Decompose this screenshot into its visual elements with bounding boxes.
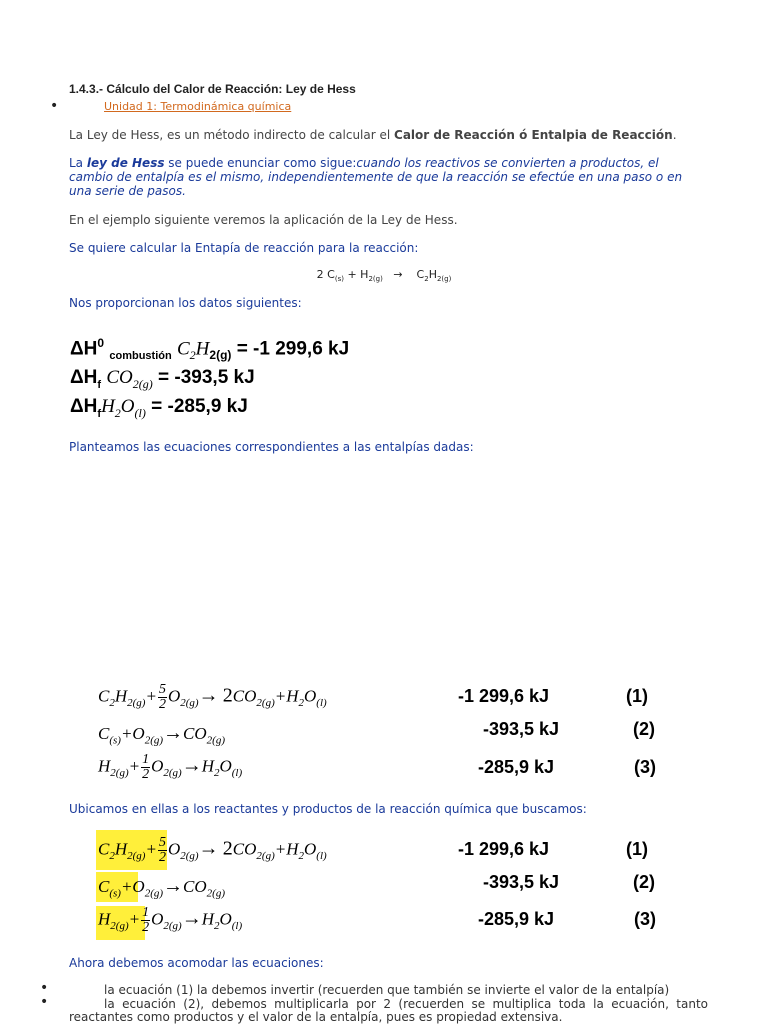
hess-law-statement: cuando los reactivos se convierten a productos, el cambio de entalpía es el mismo, independientemente de que la reacción se efectúe en una paso o en una serie de pasos. [69,156,683,198]
paragraph-intro: La Ley de Hess, es un método indirecto de calcular el Calor de Reacción ó Entalpia de Reacción. [69,128,677,142]
equation-1b-number: (1) [626,839,648,859]
equation-3-enthalpy: -285,9 kJ [478,757,555,777]
hess-law-term: ley de Hess [86,156,165,170]
list-item: • la ecuación (1) la debemos invertir (recuerden que también se invierte el valor de la entalpía) [40,980,670,997]
paragraph-target: Se quiere calcular la Entapía de reacción para la reacción: [69,241,419,255]
equation-3b-number: (3) [634,909,656,929]
bullet-marker: • [50,98,59,114]
paragraph-hess-law: La ley de Hess se puede enunciar como sigue:cuando los reactivos se convierten a productos, el cambio de entalpía es el mismo, independientemente de que la reacción se efectúe en una paso o en una serie de pasos. [69,156,683,198]
target-reaction: 2 $C_{(s)} + H_{2(g)}$ → $C_2H_{2(g)}$ [316,268,452,284]
given-data-h2o: $\Delta H_fH_2O_{(l)} = -285,9$ kJ [70,396,248,420]
equation-2-highlighted: $C_{(s)}+O_{2(g)}\to CO_{2(g)}$ [98,875,225,900]
bullet-marker: • [40,994,49,1010]
paragraph-equations: Planteamos las ecuaciones correspondientes a las entalpías dadas: [69,440,474,454]
equation-3-number: (3) [634,757,656,777]
equation-2-enthalpy: -393,5 kJ [483,719,560,739]
paragraph-locate: Ubicamos en ellas a los reactantes y productos de la reacción química que buscamos: [69,802,587,816]
arrow-icon: → [393,268,403,281]
equation-3b-enthalpy: -285,9 kJ [478,909,555,929]
given-data-combustion: $\Delta H^0$ $_{combustión}$ $C_2H_{2(g)} = -1$ 299,6 kJ [70,336,350,363]
equation-2: $C_{(s)}+O_{2(g)}\to CO_{2(g)}$ [98,722,225,747]
equation-1: $C_2H_{2(g)}+$ $\frac{5}{2}$ $O_{2(g)}\to 2CO_{2(g)}+H_2O_{(l)}$ [98,682,327,712]
equation-2-number: (2) [633,719,655,739]
unit-link[interactable]: Unidad 1: Termodinámica química [104,100,292,113]
given-data-co2: $\Delta H_f$ $CO_{2(g)} = -393,5$ kJ [70,367,255,391]
list-item: • la ecuación (2), debemos multiplicarla por 2 (recuerden se multiplica toda la ecuación, tanto reactantes como productos y el valor de la entalpía, pues es propiedad extensiva. [40,994,708,1024]
paragraph-given: Nos proporcionan los datos siguientes: [69,296,302,310]
bold-term: Calor de Reacción ó Entalpia de Reacción [394,128,673,142]
equation-2b-enthalpy: -393,5 kJ [483,872,560,892]
paragraph-arrange: Ahora debemos acomodar las ecuaciones: [69,956,324,970]
paragraph-example: En el ejemplo siguiente veremos la aplicación de la Ley de Hess. [69,213,458,227]
section-heading: 1.4.3.- Cálculo del Calor de Reacción: Ley de Hess [69,82,356,96]
equation-1b-enthalpy: -1 299,6 kJ [458,839,550,859]
equation-1-highlighted: $C_2H_{2(g)}+$ $\frac{5}{2}$ $O_{2(g)}\to 2CO_{2(g)}+H_2O_{(l)}$ [98,835,327,865]
bullet-marker: • [40,980,49,996]
equation-2b-number: (2) [633,872,655,892]
equation-1-enthalpy: -1 299,6 kJ [458,686,550,706]
equation-3: $H_{2(g)}+$ $\frac{1}{2}$ $O_{2(g)}\to H_2O_{(l)}$ [98,752,243,782]
equation-3-highlighted: $H_{2(g)}+$ $\frac{1}{2}$ $O_{2(g)}\to H_2O_{(l)}$ [98,905,243,935]
equation-1-number: (1) [626,686,648,706]
